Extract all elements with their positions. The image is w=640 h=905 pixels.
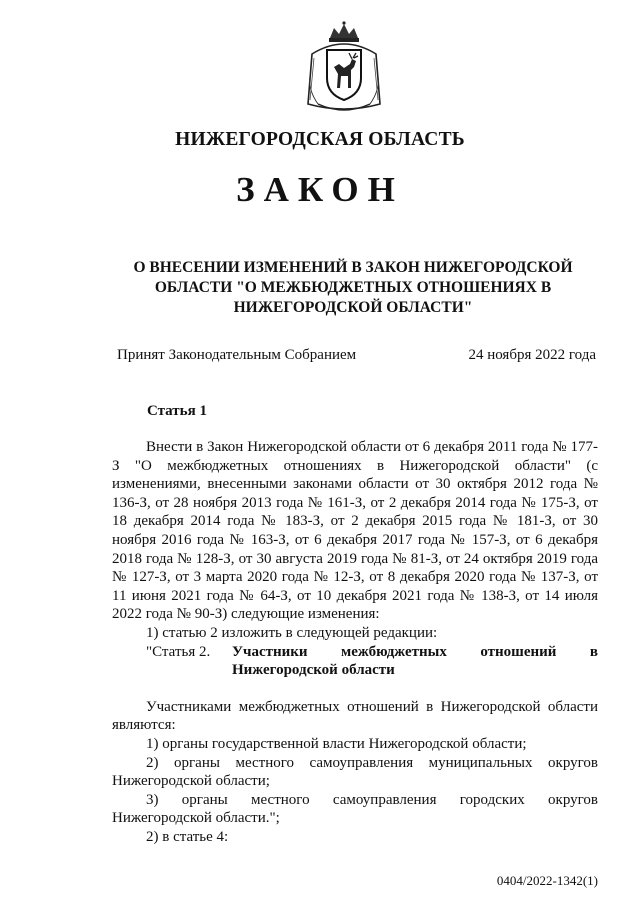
article-1-body — [112, 438, 598, 846]
document-type-heading: ЗАКОН — [236, 170, 404, 209]
article-2-title-line-1: Участники межбюджетных отношений в — [232, 643, 598, 660]
coat-of-arms-icon — [300, 20, 388, 116]
participant-3: 3) органы местного самоуправления городских округов Нижегородской области."; — [112, 791, 598, 827]
article-2-title-line-2: Нижегородской области — [232, 662, 395, 679]
adoption-date: 24 ноября 2022 года — [468, 347, 596, 363]
article-1-heading: Статья 1 — [147, 403, 207, 419]
participant-1: 1) органы государственной власти Нижегородской области; — [146, 735, 527, 752]
article-2-number: "Статья 2. — [146, 643, 211, 660]
region-heading: НИЖЕГОРОДСКАЯ ОБЛАСТЬ — [175, 129, 465, 150]
participants-paragraph: Участниками межбюджетных отношений в Нижегородской области являются: — [112, 698, 598, 734]
item-1: 1) статью 2 изложить в следующей редакции: — [146, 624, 438, 641]
participant-2: 2) органы местного самоуправления муниципальных округов Нижегородской области; — [112, 754, 598, 790]
document-number: 0404/2022-1342(1) — [496, 873, 598, 888]
item-2: 2) в статье 4: — [146, 828, 229, 845]
law-title: О ВНЕСЕНИИ ИЗМЕНЕНИЙ В ЗАКОН НИЖЕГОРОДСКОЙ ОБЛАСТИ "О МЕЖБЮДЖЕТНЫХ ОТНОШЕНИЯХ В НИЖЕГОРОДСКОЙ ОБЛАСТИ" — [133, 259, 573, 316]
adoption-label: Принят Законодательным Собранием — [117, 347, 357, 363]
article-2-title — [232, 643, 598, 680]
article-2-heading — [146, 643, 598, 680]
article-1-intro: Внести в Закон Нижегородской области от 6 декабря 2011 года № 177-З "О межбюджетных отношениях в Нижегородской области" (с изменениями, внесенными законами области от 30 октября 2012 года № 136-З, от 28 ноября 2013 года № 161-З, от 2 декабря 2014 года № 175-З, от 18 декабря 2014 года № 183-З, от 2 декабря 2015 года № 181-З, от 30 ноября 2016 года № 163-З, от 6 декабря 2017 года № 157-З, от 6 декабря 2018 года № 128-З, от 30 августа 2019 года № 81-З, от 24 октября 2019 года № 127-З, от 3 марта 2020 года № 12-З, от 8 декабря 2020 года № 137-З, от 11 июня 2021 года № 64-З, от 10 декабря 2021 года № 138-З, от 14 июля 2022 года № 90-З) следующие изменения: — [112, 439, 598, 623]
